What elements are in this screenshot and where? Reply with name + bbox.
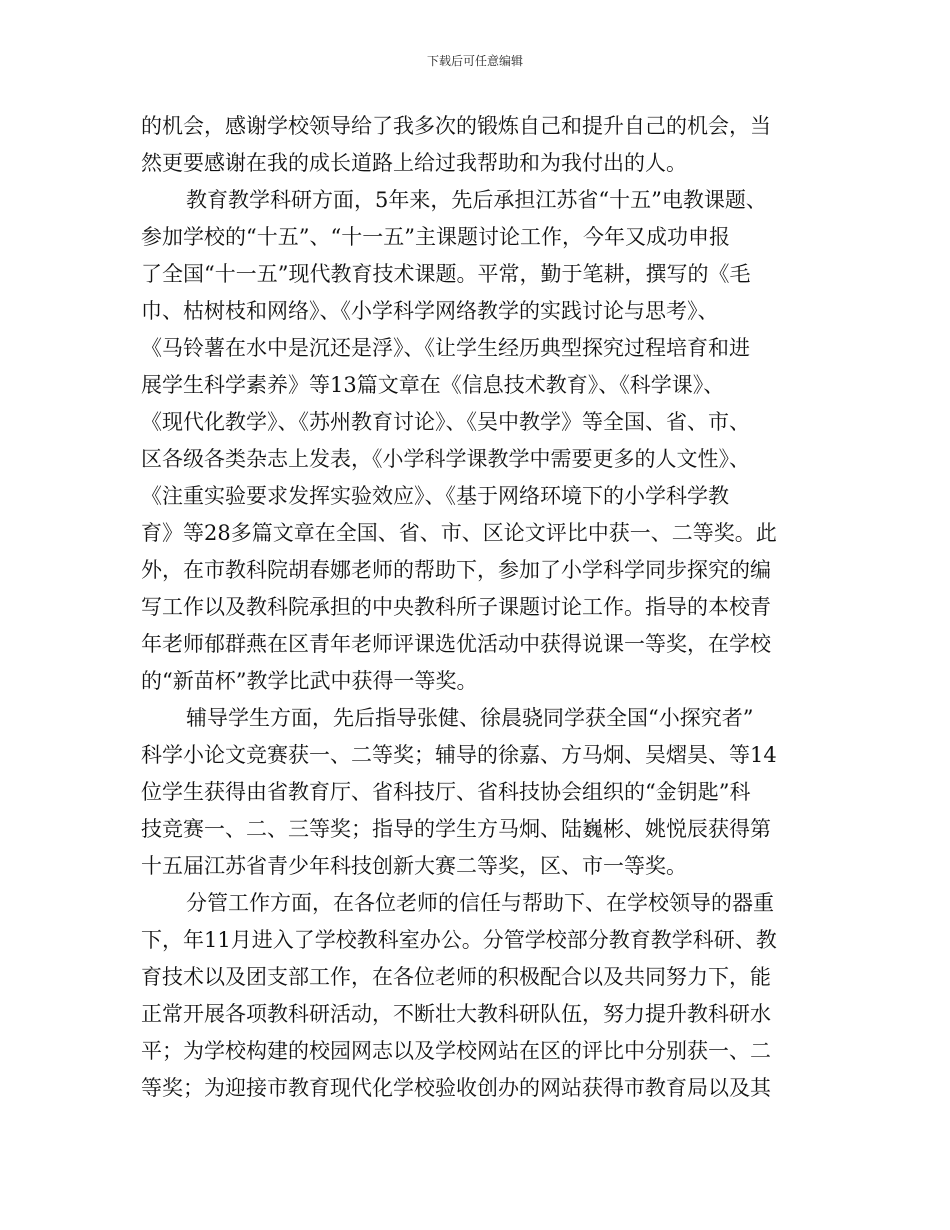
text-line: 育》等28多篇文章在全国、省、市、区论文评比中获一、二等奖。此 <box>141 521 777 545</box>
page-header: 下载后可任意编辑 <box>426 54 523 68</box>
text-line: 位学生获得由省教育厅、省科技厅、省科技协会组织的“金钥匙”科 <box>141 780 751 804</box>
text-line: 展学生科学素养》等13篇文章在《信息技术教育》、《科学课》、 <box>141 373 725 397</box>
paragraph-start-line: 教育教学科研方面，5年来，先后承担江苏省“十五”电教课题、 <box>186 188 767 212</box>
text-line: 的“新苗杯”教学比武中获得一等奖。 <box>141 669 478 693</box>
text-line: 的机会，感谢学校领导给了我多次的锻炼自己和提升自己的机会，当 <box>141 114 771 138</box>
paragraph-start-line: 分管工作方面，在各位老师的信任与帮助下、在学校领导的器重 <box>186 891 774 915</box>
text-line: 《马铃薯在水中是沉还是浮》、《让学生经历典型探究过程培育和进 <box>141 336 750 360</box>
text-line: 参加学校的“十五”、“十一五”主课题讨论工作，今年又成功申报 <box>141 225 730 249</box>
text-line: 《注重实验要求发挥实验效应》、《基于网络环境下的小学科学教 <box>141 484 729 508</box>
paragraph-start-line: 辅导学生方面，先后指导张健、徐晨骁同学获全国“小探究者” <box>186 706 754 730</box>
text-line: 《现代化教学》、《苏州教育讨论》、《吴中教学》等全国、省、市、 <box>141 410 750 434</box>
text-line: 科学小论文竞赛获一、二等奖；辅导的徐嘉、方马炯、吴熠昊、等14 <box>141 743 777 767</box>
text-line: 外，在市教科院胡春娜老师的帮助下，参加了小学科学同步探究的编 <box>141 558 771 582</box>
text-line: 技竞赛一、二、三等奖；指导的学生方马炯、陆巍彬、姚悦辰获得第 <box>141 817 771 841</box>
text-line: 下，年11月进入了学校教科室办公。分管学校部分教育教学科研、教 <box>141 928 777 952</box>
text-line: 然更要感谢在我的成长道路上给过我帮助和为我付出的人。 <box>141 151 687 175</box>
text-line: 十五届江苏省青少年科技创新大赛二等奖，区、市一等奖。 <box>141 854 687 878</box>
text-line: 区各级各类杂志上发表，《小学科学课教学中需要更多的人文性》、 <box>141 447 750 471</box>
text-line: 平；为学校构建的校园网志以及学校网站在区的评比中分别获一、二 <box>141 1039 771 1063</box>
text-line: 了全国“十一五”现代教育技术课题。平常，勤于笔耕，撰写的《毛 <box>141 262 751 286</box>
text-line: 正常开展各项教科研活动，不断壮大教科研队伍，努力提升教科研水 <box>141 1002 771 1026</box>
text-line: 等奖；为迎接市教育现代化学校验收创办的网站获得市教育局以及其 <box>141 1076 771 1100</box>
text-line: 写工作以及教科院承担的中央教科所子课题讨论工作。指导的本校青 <box>141 595 771 619</box>
text-line: 育技术以及团支部工作，在各位老师的积极配合以及共同努力下，能 <box>141 965 771 989</box>
document-body <box>141 108 821 1107</box>
text-line: 巾、枯树枝和网络》、《小学科学网络教学的实践讨论与思考》、 <box>141 299 719 323</box>
text-line: 年老师郁群燕在区青年老师评课选优活动中获得说课一等奖，在学校 <box>141 632 771 656</box>
